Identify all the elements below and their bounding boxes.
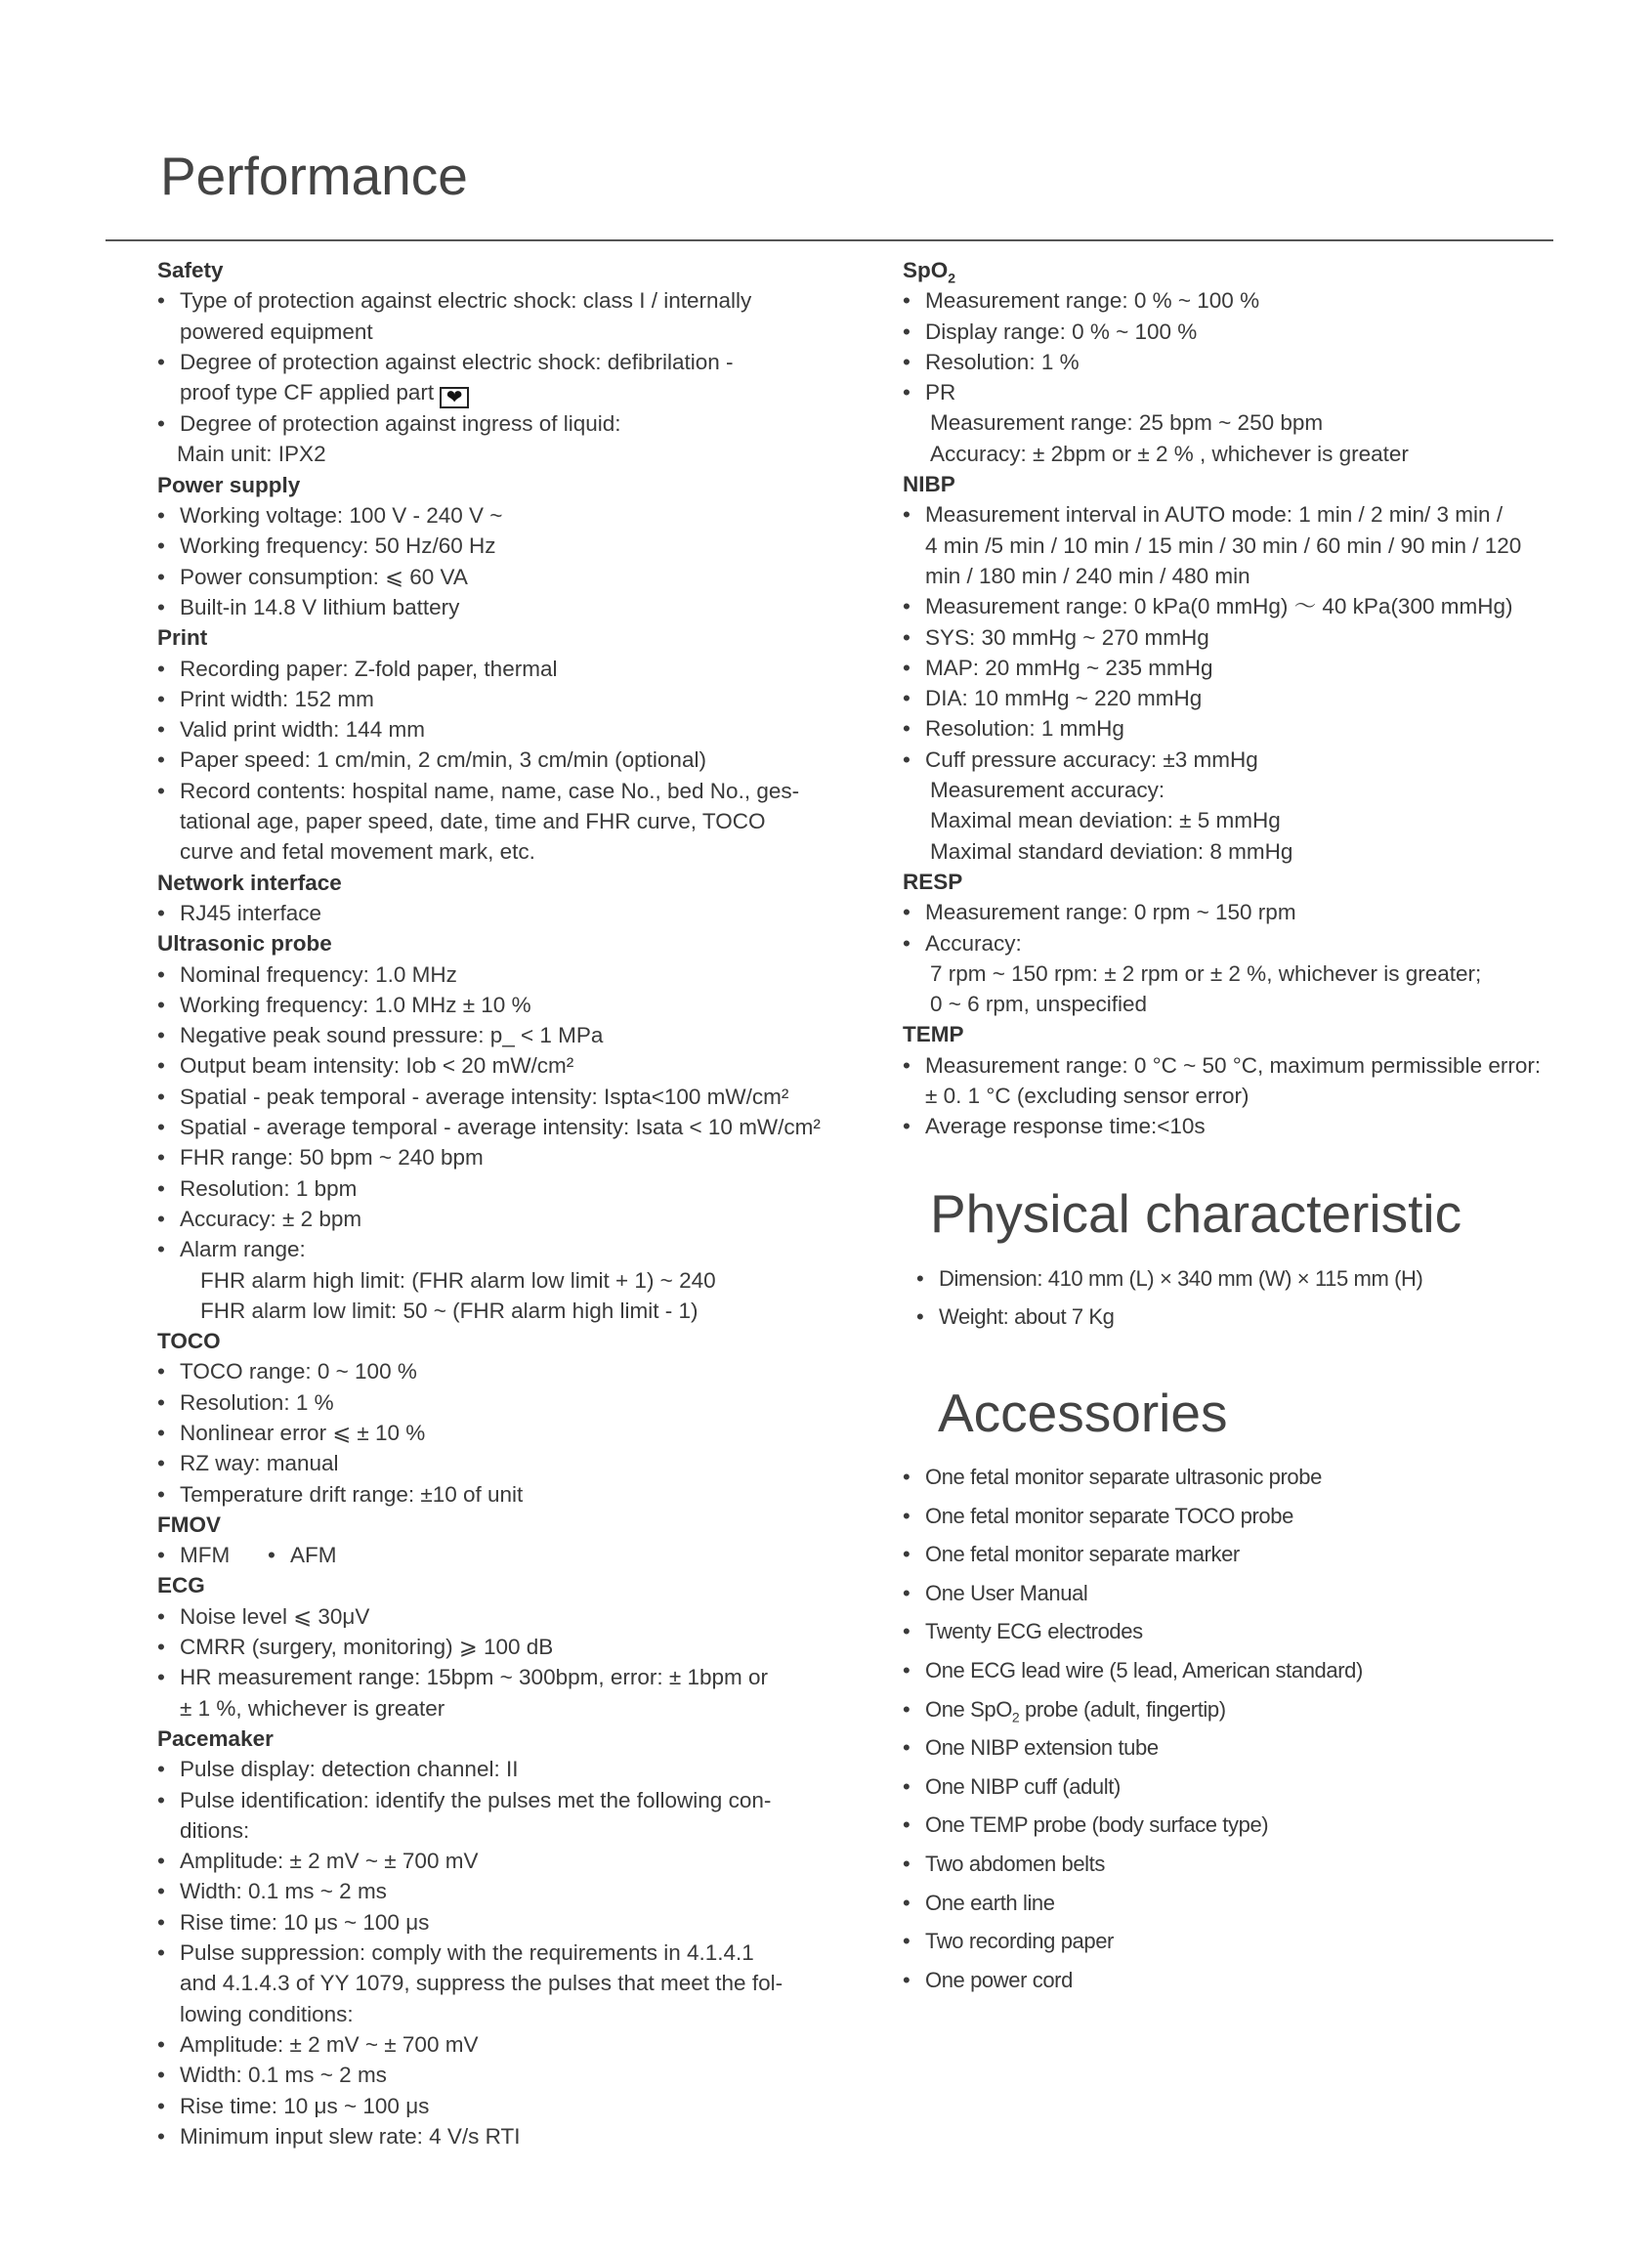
list-item: • Power consumption: ⩽ 60 VA [157, 562, 841, 592]
list-item: • Resolution: 1 % [903, 347, 1587, 377]
list-item: • Two abdomen belts [903, 1850, 1538, 1879]
list-item: • Measurement range: 0 kPa(0 mmHg) ～ 40 kPa(300 mmHg) [903, 591, 1587, 621]
list-item: • Accuracy: [903, 928, 1587, 958]
ultrasonic-heading: Ultrasonic probe [157, 931, 332, 957]
list-item: • Display range: 0 % ~ 100 % [903, 317, 1587, 347]
list-item: • Paper speed: 1 cm/min, 2 cm/min, 3 cm/min (optional) [157, 745, 841, 775]
nibp-heading: NIBP [903, 472, 955, 497]
list-item: • Negative peak sound pressure: p_ < 1 MPa [157, 1020, 841, 1050]
list-item: • One NIBP extension tube [903, 1733, 1538, 1763]
toco-heading: TOCO [157, 1329, 221, 1354]
list-item: • Width: 0.1 ms ~ 2 ms [157, 2060, 841, 2090]
list-item: • Nonlinear error ⩽ ± 10 % [157, 1418, 841, 1448]
list-item: • Amplitude: ± 2 mV ~ ± 700 mV [157, 1846, 841, 1876]
power-supply-heading: Power supply [157, 472, 301, 497]
list-item: • Accuracy: ± 2 bpm [157, 1204, 841, 1234]
accessories-list [903, 1463, 1538, 2004]
list-item: Maximal mean deviation: ± 5 mmHg [930, 808, 1281, 833]
list-item: Accuracy: ± 2bpm or ± 2 % , whichever is greater [930, 441, 1409, 466]
list-item: • CMRR (surgery, monitoring) ⩾ 100 dB [157, 1632, 841, 1662]
list-item: • Measurement range: 0 °C ~ 50 °C, maximum permissible error: ± 0. 1 °C (excluding sensor error) [903, 1050, 1587, 1112]
list-item: • Type of protection against electric shock: class I / internally powered equipment [157, 285, 841, 347]
temp-heading: TEMP [903, 1022, 964, 1047]
safety-heading: Safety [157, 258, 224, 282]
fmov-heading: FMOV [157, 1512, 221, 1537]
list-item: • FHR range: 50 bpm ~ 240 bpm [157, 1142, 841, 1172]
list-item: • Degree of protection against electric shock: defibrilation - proof type CF applied part ❤ [157, 347, 841, 408]
list-item: • Temperature drift range: ±10 of unit [157, 1479, 841, 1510]
list-item: • Resolution: 1 % [157, 1387, 841, 1418]
list-item: • Cuff pressure accuracy: ±3 mmHg [903, 745, 1587, 775]
list-item: • Spatial - average temporal - average intensity: Isata < 10 mW/cm² [157, 1112, 841, 1142]
list-item: • Nominal frequency: 1.0 MHz [157, 959, 841, 990]
physical-title: Physical characteristic [930, 1183, 1462, 1244]
list-item: • Amplitude: ± 2 mV ~ ± 700 mV [157, 2029, 841, 2060]
list-item: • One ECG lead wire (5 lead, American standard) [903, 1656, 1538, 1685]
list-item: • One power cord [903, 1966, 1538, 1995]
spo2-heading: SpO$_2$ [903, 258, 956, 286]
list-item: • Pulse display: detection channel: II [157, 1754, 841, 1784]
list-item: 7 rpm ~ 150 rpm: ± 2 rpm or ± 2 %, whichever is greater; [930, 960, 1482, 986]
list-item: • Measurement interval in AUTO mode: 1 min / 2 min/ 3 min / 4 min /5 min / 10 min / 15 min / 30 min / 60 min / 90 min / 120 min / 180 min / 240 min / 480 min [903, 499, 1587, 591]
list-item: • Built-in 14.8 V lithium battery [157, 592, 841, 622]
list-item: • Valid print width: 144 mm [157, 714, 841, 745]
list-item: • Pulse suppression: comply with the requirements in 4.1.4.1 and 4.1.4.3 of YY 1079, suppress the pulses that meet the fol- lowing conditions: [157, 1938, 841, 2029]
pacemaker-heading: Pacemaker [157, 1725, 274, 1751]
left-column [157, 255, 841, 2151]
ecg-heading: ECG [157, 1573, 205, 1598]
list-item: • One fetal monitor separate marker [903, 1540, 1538, 1569]
network-heading: Network interface [157, 870, 342, 895]
list-item: • MAP: 20 mmHg ~ 235 mmHg [903, 653, 1587, 683]
list-item: • Recording paper: Z-fold paper, thermal [157, 654, 841, 684]
list-item: • HR measurement range: 15bpm ~ 300bpm, error: ± 1bpm or ± 1 %, whichever is greater [157, 1662, 841, 1724]
list-item: • Resolution: 1 bpm [157, 1173, 841, 1204]
list-item: • Two recording paper [903, 1927, 1538, 1956]
list-item: • Weight: about 7 Kg [916, 1302, 1522, 1332]
fmov-list [157, 1540, 841, 1570]
heart-icon: ❤ [440, 387, 469, 408]
list-item: • Record contents: hospital name, name, case No., bed No., ges- tational age, paper speed, date, time and FHR curve, TOCO curve and fetal movement mark, etc. [157, 776, 841, 868]
page-title: Performance [160, 146, 468, 206]
list-item: • One NIBP cuff (adult) [903, 1772, 1538, 1802]
list-item: • Working frequency: 50 Hz/60 Hz [157, 531, 841, 561]
title-divider [106, 239, 1553, 241]
list-item: • MFM [157, 1540, 268, 1570]
list-item: • One SpO$_2$ probe (adult, fingertip) [903, 1695, 1538, 1725]
physical-list [916, 1264, 1522, 1341]
resp-heading: RESP [903, 869, 963, 894]
list-item: • One fetal monitor separate TOCO probe [903, 1502, 1538, 1531]
list-item: • Spatial - peak temporal - average intensity: Ispta<100 mW/cm² [157, 1082, 841, 1112]
list-item: • One fetal monitor separate ultrasonic probe [903, 1463, 1538, 1492]
list-item: Main unit: IPX2 [177, 442, 326, 467]
list-item: Measurement accuracy: [930, 778, 1165, 803]
list-item: FHR alarm high limit: (FHR alarm low limit + 1) ~ 240 [200, 1267, 716, 1293]
list-item: • Dimension: 410 mm (L) × 340 mm (W) × 115 mm (H) [916, 1264, 1522, 1294]
list-item: • DIA: 10 mmHg ~ 220 mmHg [903, 683, 1587, 713]
list-item: Measurement range: 25 bpm ~ 250 bpm [930, 410, 1324, 436]
list-item: • PR [903, 377, 1587, 407]
list-item: • Measurement range: 0 % ~ 100 % [903, 285, 1587, 316]
list-item: • Degree of protection against ingress of liquid: [157, 408, 841, 439]
list-item: • AFM [268, 1540, 337, 1570]
list-item: • TOCO range: 0 ~ 100 % [157, 1356, 841, 1386]
list-item: Maximal standard deviation: 8 mmHg [930, 838, 1293, 864]
accessories-title: Accessories [938, 1383, 1228, 1443]
list-item: • One TEMP probe (body surface type) [903, 1810, 1538, 1840]
list-item: • Alarm range: [157, 1234, 841, 1264]
list-item: • Noise level ⩽ 30μV [157, 1601, 841, 1632]
list-item: • Minimum input slew rate: 4 V/s RTI [157, 2121, 841, 2151]
list-item: • Output beam intensity: Iob < 20 mW/cm² [157, 1050, 841, 1081]
list-item: • Print width: 152 mm [157, 684, 841, 714]
list-item: • Rise time: 10 μs ~ 100 μs [157, 1907, 841, 1938]
list-item: • One User Manual [903, 1579, 1538, 1608]
list-item: 0 ~ 6 rpm, unspecified [930, 992, 1148, 1017]
list-item: • One earth line [903, 1889, 1538, 1918]
list-item: • RJ45 interface [157, 898, 841, 928]
list-item: • Width: 0.1 ms ~ 2 ms [157, 1876, 841, 1906]
list-item: • Average response time:<10s [903, 1111, 1587, 1141]
list-item: • Rise time: 10 μs ~ 100 μs [157, 2091, 841, 2121]
list-item: • Measurement range: 0 rpm ~ 150 rpm [903, 897, 1587, 927]
right-column [903, 255, 1587, 1142]
list-item: • RZ way: manual [157, 1448, 841, 1478]
list-item: • SYS: 30 mmHg ~ 270 mmHg [903, 622, 1587, 653]
list-item: • Working frequency: 1.0 MHz ± 10 % [157, 990, 841, 1020]
list-item: • Twenty ECG electrodes [903, 1617, 1538, 1646]
list-item: • Pulse identification: identify the pulses met the following con- ditions: [157, 1785, 841, 1847]
list-item: • Working voltage: 100 V - 240 V ~ [157, 500, 841, 531]
print-heading: Print [157, 625, 208, 651]
list-item: FHR alarm low limit: 50 ~ (FHR alarm high limit - 1) [200, 1298, 699, 1323]
list-item: • Resolution: 1 mmHg [903, 713, 1587, 744]
